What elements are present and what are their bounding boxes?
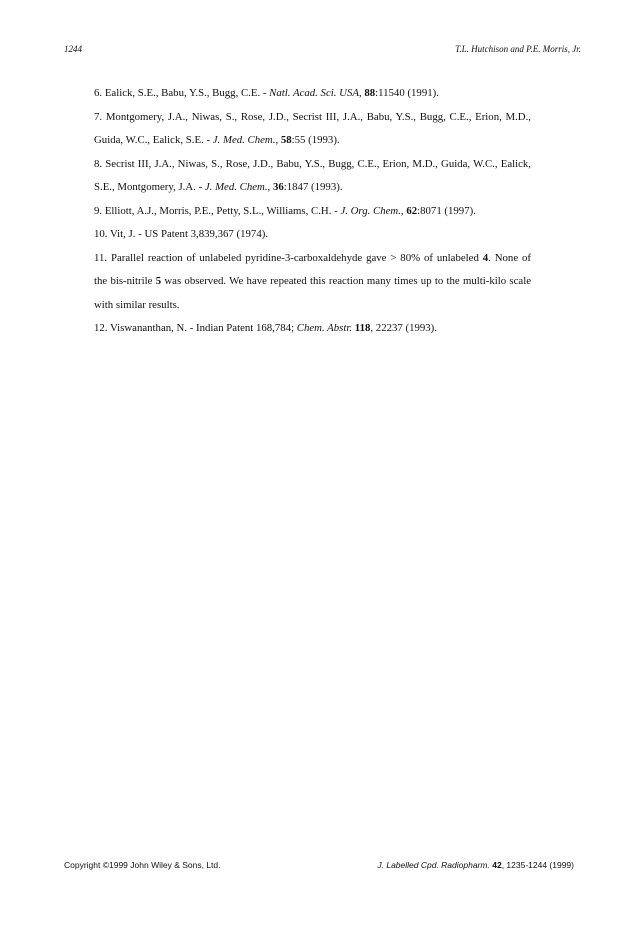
reference-pages-year: :8071 (1997).: [417, 204, 476, 217]
copyright-notice: Copyright ©1999 John Wiley & Sons, Ltd.: [64, 860, 221, 870]
reference-9: [94, 200, 531, 224]
reference-journal: J. Med. Chem.: [212, 134, 276, 146]
reference-6: [94, 82, 531, 106]
running-head: T.L. Hutchison and P.E. Morris, Jr.: [455, 44, 581, 54]
reference-text: was observed. We have repeated this reaction many times up to the multi-kilo scale with similar results.: [94, 275, 531, 311]
reference-number: 7.: [94, 110, 103, 123]
reference-number: 12.: [94, 322, 108, 334]
reference-number: 10.: [94, 228, 108, 240]
reference-number: 6.: [94, 87, 103, 99]
reference-separator: ,: [275, 134, 281, 146]
reference-8: [94, 153, 531, 200]
reference-journal: J. Med. Chem.: [204, 181, 268, 193]
reference-number: 8.: [94, 157, 103, 170]
journal-title: J. Labelled Cpd. Radiopharm.: [377, 860, 490, 870]
reference-separator: ,: [267, 181, 273, 193]
reference-text: . None of the bis-nitrile: [94, 251, 531, 287]
journal-pages: , 1235-1244 (1999): [501, 860, 574, 870]
reference-journal: Chem. Abstr.: [296, 322, 353, 334]
reference-journal: J. Org. Chem.: [340, 204, 401, 217]
page-number: 1244: [64, 44, 82, 54]
reference-number: 9.: [94, 204, 103, 217]
reference-authors: Ealick, S.E., Babu, Y.S., Bugg, C.E. -: [104, 87, 270, 99]
reference-pages-year: :11540 (1991).: [375, 87, 439, 99]
journal-citation: [377, 860, 574, 870]
reference-pages-year: :55 (1993).: [291, 134, 340, 146]
reference-separator: ,: [400, 204, 407, 217]
journal-volume: 42: [492, 860, 502, 870]
reference-pages-year: , 22237 (1993).: [370, 322, 437, 334]
reference-authors: Elliott, A.J., Morris, P.E., Petty, S.L., Williams, C.H. -: [104, 204, 341, 217]
reference-separator: ,: [358, 87, 365, 99]
reference-11: [94, 247, 531, 318]
reference-number: 11.: [94, 251, 108, 264]
reference-journal: Natl. Acad. Sci. USA: [269, 87, 359, 99]
reference-text: Parallel reaction of unlabeled pyridine-3-carboxaldehyde gave > 80% of unlabeled: [111, 251, 483, 264]
reference-authors: Viswananthan, N. - Indian Patent 168,784;: [110, 322, 297, 334]
compound-number: 4: [482, 251, 489, 264]
reference-authors: Secrist III, J.A., Niwas, S., Rose, J.D., Babu, Y.S., Bugg, C.E., Erion, M.D., Guida, W.C., Ealick, S.E., Montgomery, J.A. -: [94, 157, 532, 193]
reference-pages-year: :1847 (1993).: [283, 181, 343, 193]
reference-authors: Montgomery, J.A., Niwas, S., Rose, J.D., Secrist III, J.A., Babu, Y.S., Bugg, C.E., Erion, M.D., Guida, W.C., Ealick, S.E. -: [94, 110, 532, 146]
reference-10: [94, 223, 531, 247]
reference-text: Vit, J. - US Patent 3,839,367 (1974).: [110, 228, 269, 240]
reference-volume: 62: [406, 204, 418, 217]
reference-list: [94, 82, 531, 341]
reference-volume: 88: [364, 87, 376, 99]
compound-number: 5: [155, 275, 162, 287]
reference-12: [94, 317, 531, 341]
reference-volume: 36: [272, 181, 284, 193]
reference-7: [94, 106, 531, 153]
reference-volume: 118: [354, 322, 371, 334]
reference-volume: 58: [280, 134, 292, 146]
